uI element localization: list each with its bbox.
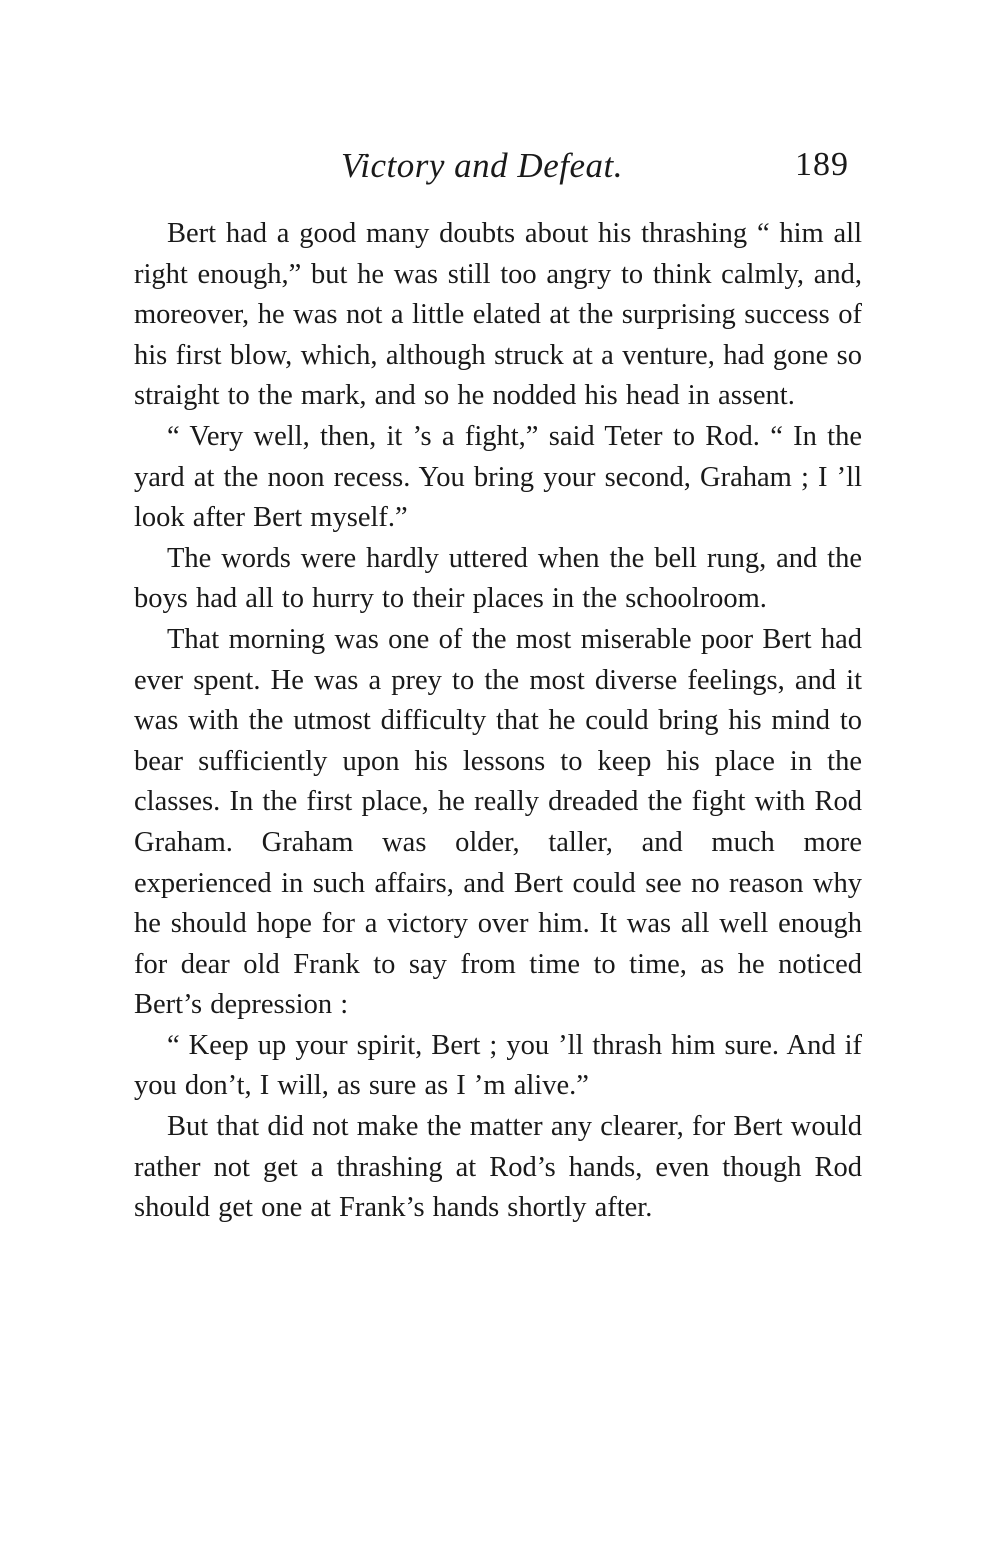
paragraph-5: “ Keep up your spirit, Bert ; you ’ll thrash him sure. And if you don’t, I will, as sure as I ’m alive.” [134, 1029, 862, 1102]
paragraph-2: “ Very well, then, it ’s a fight,” said Teter to Rod. “ In the yard at the noon recess. You bring your second, Graham ; I ’ll look after Bert myself.” [134, 420, 862, 534]
body-text [134, 214, 862, 1229]
paragraph-4: That morning was one of the most miserable poor Bert had ever spent. He was a prey to the most diverse feelings, and it was with the utmost difficulty that he could bring his mind to bear sufficiently upon his lessons to keep his place in the classes. In the first place, he really dreaded the fight with Rod Graham. Graham was older, taller, and much more experienced in such affairs, and Bert could see no reason why he should hope for a victory over him. It was all well enough for dear old Frank to say from time to time, as he noticed Bert’s depression : [134, 623, 862, 1021]
running-head [0, 146, 1000, 190]
paragraph-3: The words were hardly uttered when the bell rung, and the boys had all to hurry to their places in the schoolroom. [134, 542, 862, 615]
chapter-title: Victory and Defeat. [341, 146, 623, 185]
page-number: 189 [795, 146, 849, 183]
paragraph-6: But that did not make the matter any clearer, for Bert would rather not get a thrashing at Rod’s hands, even though Rod should get one at Frank’s hands shortly after. [134, 1111, 862, 1224]
paragraph-1: Bert had a good many doubts about his thrashing “ him all right enough,” but he was still too angry to think calmly, and, moreover, he was not a little elated at the surprising success of his first blow, which, although struck at a venture, had gone so straight to the mark, and so he nodded his head in assent. [134, 218, 862, 412]
